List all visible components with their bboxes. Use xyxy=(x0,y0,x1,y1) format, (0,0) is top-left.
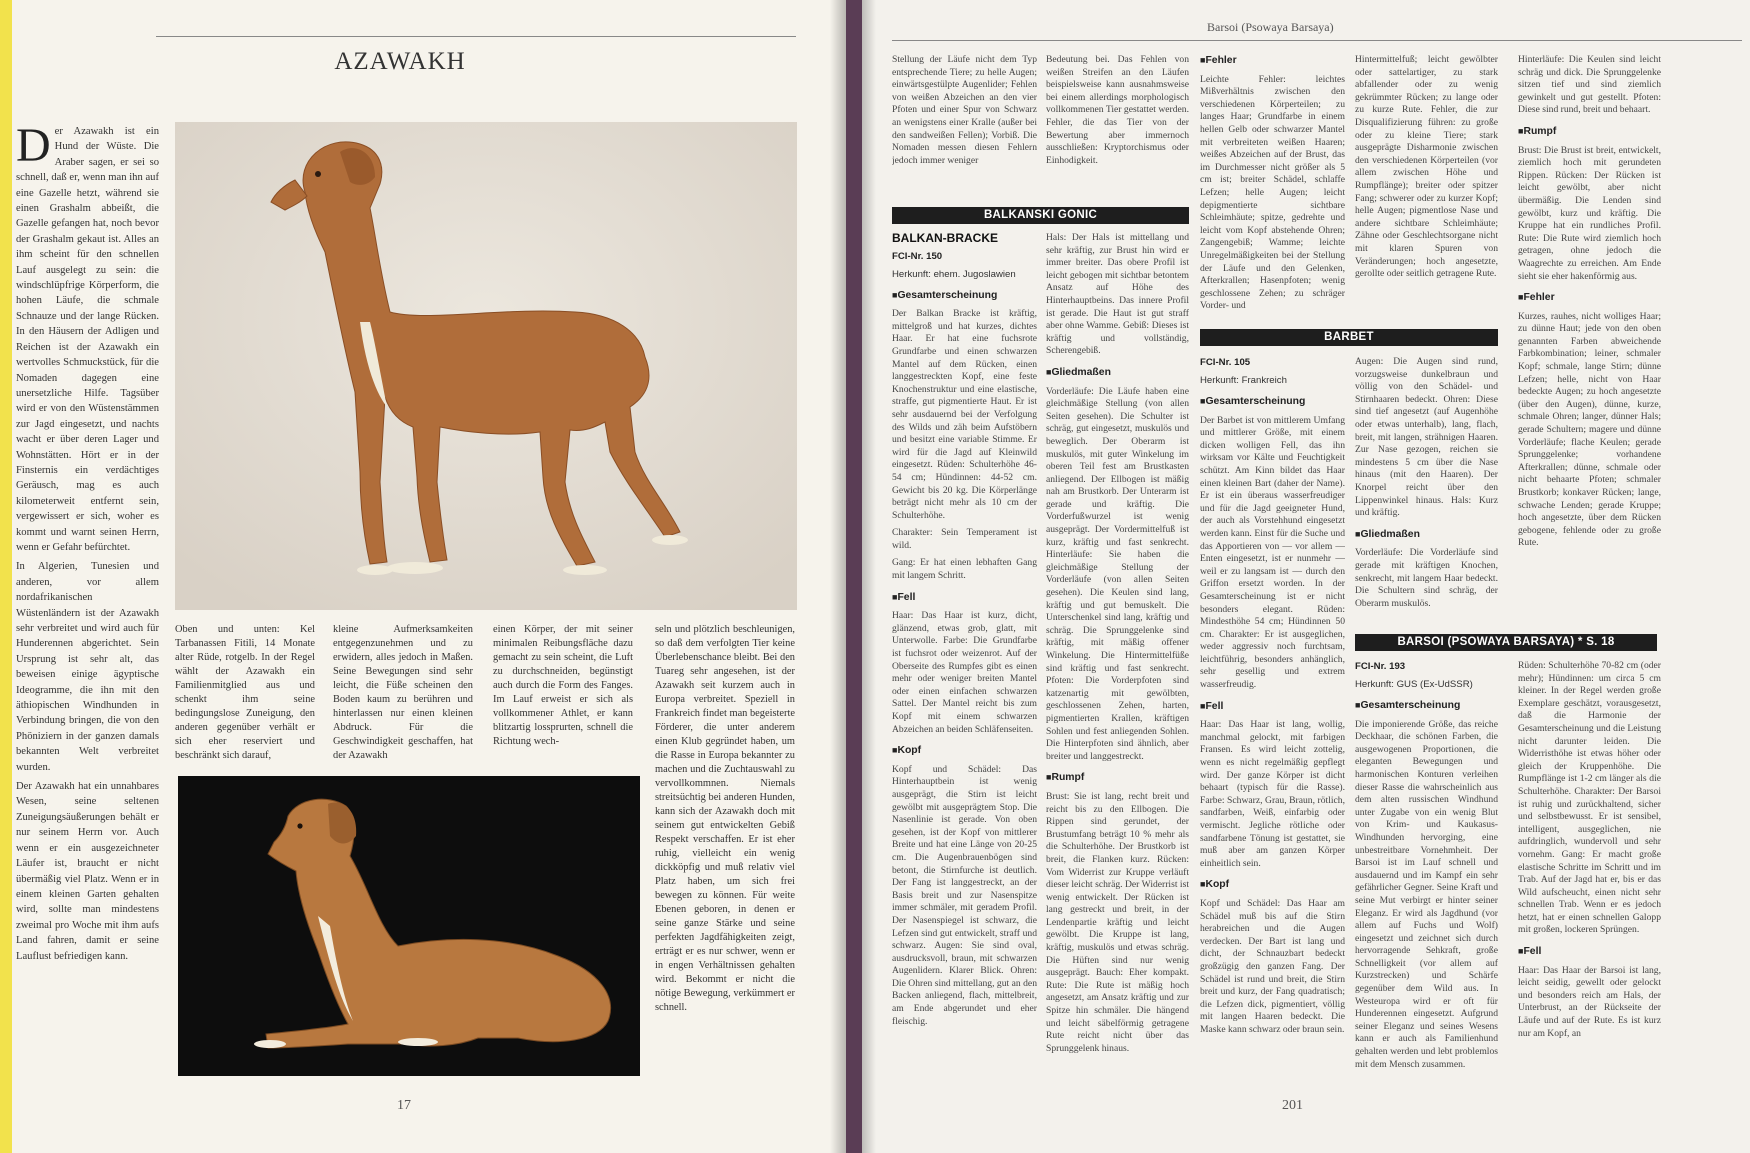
column-4-top: Hintermittelfuß; leicht gewölbter oder sattelartiger, zu stark abfallender oder zu wenig gekrümmter Rücken; zu lange oder zu kurze Rute. Fehler, die zur Disqualifizierung führen: zu große oder zu kleine Tiere; stark ausgeprägte Disharmonie zwischen den verschiedenen Körperteilen (vor allem zwischen Höhe und Rumpflänge); breiter oder spitzer Fang; schwerer oder zu kurzer Kopf; helle Augen; pigmentlose Nase und andere sichtbare Schleimhäute; Zähne oder Geschlechtsorgane nicht mit klaren Spuren von Veränderungen; hoch angesetzte, gerollte oder seitlich getragene Rute. xyxy=(1355,54,1498,280)
section-heading: ■ Rumpf xyxy=(1518,125,1661,139)
caption-column-2: kleine Aufmerksamkeiten entgegenzunehmen und zu erwidern, alles jedoch in Maßen. Seine Bewegungen sind sehr leicht, die Füße scheinen den Boden kaum zu berühren und hinterlassen nur einen kleinen Abdruck. Für die Geschwindigkeit geschaffen, hat der Azawakh xyxy=(333,624,473,761)
section-heading: ■ Gesamterscheinung xyxy=(1355,699,1498,713)
dog-standing-photo xyxy=(175,122,797,610)
barbet-coat: Haar: Das Haar ist lang, wollig, manchmal gelockt, mit farbigen Fransen. Es wird leicht zottelig, wenn es nicht regelmäßig gepflegt wird. Der ganze Körper ist dicht behaart (typisch für die Rasse). Farbe: Schwarz, Grau, Braun, rötlich, sandfarben, Weiß, einfarbig oder vermischt. Jegliche rötliche oder sandfarbene Tönung ist gestattet, sie muß aber am ganzen Körper einheitlich sein. xyxy=(1200,719,1345,869)
barsoi-overview: Die imponierende Größe, das reiche Deckhaar, die schönen Farben, die ausgewogenen Proportionen, die eleganten Bewegungen und harmonischen Konturen verleihen dieser Rasse die wahrscheinlich aus dem alten russischen Windhund unter Zugabe von ein wenig Blut von Krim- und Kaukasus-Windhunden hervorging, eine unbestreitbare Vornehmheit. Der Barsoi ist im Lauf schnell und ausdauernd und im Kampf ein sehr gefährlicher Gegner. Seine Kraft und seine Mut verbirgt er hinter seiner Eleganz. Er wird als Jagdhund (vor allem auf Fuchs und Wolf) eingesetzt und zeichnet sich durch hervorragende Sehkraft, große Schnelligkeit (vor allem auf Kurzstrecken) und Schärfe gegenüber dem Wild aus. In Westeuropa wird er oft für Hunderennen eingesetzt. Aufgrund seiner Eleganz und seines Wesens kann er auch als Familienhund gehalten werden und lebt problemlos mit dem Mensch zusammen. xyxy=(1355,718,1498,1070)
barbet-head: Kopf und Schädel: Das Haar am Schädel muß bis auf die Stirn herabreichen und die Augen verdecken. Der Bart ist lang und dicht, der Schnauzbart bedeckt großzügig den ganzen Fang. Der Schädel ist rund und breit, die Stirn breit und kurz, der Fang quadratisch; die Lefzen dick, pigmentiert, völlig mit langen Haaren bedeckt. Die Maske kann schwarz oder braun sein. xyxy=(1200,897,1345,1035)
barbet-column-right xyxy=(1355,356,1498,626)
barsoi-column-left xyxy=(1355,660,1498,1092)
balkan-column-left xyxy=(892,232,1037,1092)
section-heading: ■ Fehler xyxy=(1200,54,1345,68)
balkan-faults: Leichte Fehler: leichtes Mißverhältnis zwischen den verschiedenen Körperteilen; zu langes Haar; Grundfarbe in einem hellen Gelb oder schwarzer Mantel mit verbreiteten weißen Haaren; weißes Abzeichen auf der Brust, das im Durchmesser nicht größer als 5 cm ist; breiter Schädel, schlaffe Lefzen; helle Augen; leicht depigmentierte sichtbare Schleimhäute; spitze, gedrehte und leicht vom Kopf abstehende Ohren; Zangengebiß; Wamme; leichte Unregelmäßigkeiten bei der Stellung der Läufe und den Gelenken, Afterkrallen; Hasenpfoten; wenig geschlossene Zehen; zu schräger Vorder- und xyxy=(1200,73,1345,312)
gutter-shadow xyxy=(830,0,846,1153)
azawakh-lying-illustration xyxy=(178,776,640,1076)
barbet-column-left xyxy=(1200,356,1345,1092)
barsoi-column-right xyxy=(1518,660,1661,1092)
section-heading: ■ Gesamterscheinung xyxy=(1200,395,1345,409)
barsoi-body: Brust: Die Brust ist breit, entwickelt, ziemlich hoch mit gerundeten Rippen. Rücken: Der Rücken ist leicht gewölbt, aber nicht übermäßig. Die Lenden sind gewölbt, kurz und kräftig. Die Kruppe hat ein rundliches Profil. Rute: Die Rute wird ziemlich hoch getragen, ohne jedoch die Waagrechte zu erreichen. Am Ende sieht sie eher hakenförmig aus. xyxy=(1518,144,1661,282)
barsoi-hind-legs: Hinterläufe: Die Keulen sind leicht schräg und dick. Die Sprunggelenke sitzen tief und sind ziemlich gewinkelt und gut gestellt. Pfoten: Diese sind rund, breit und behaart. xyxy=(1518,54,1661,116)
caption-column-3: einen Körper, der mit seiner minimalen Reibungsfläche dazu gemacht zu sein scheint, die Luft zu durchschneiden, begünstigt auch durch die Form des Fanges. Im Lauf erweist er sich als vollkommener Athlet, er kann blitzartig lossprurten, schnell die Richtung wech- xyxy=(493,624,633,747)
breed-name: BALKAN-BRACKE xyxy=(892,232,998,245)
section-heading: ■ Kopf xyxy=(1200,878,1345,892)
section-heading: ■ Fell xyxy=(1518,945,1661,959)
balkan-overview: Der Balkan Bracke ist kräftig, mittelgroß und hat kurzes, dichtes Haar. Er hat eine fuchsrote Grundfarbe und einen schwarzen Mantel auf dem Rücken, einen langgestreckten Kopf, eine feste Knochenstruktur und eine elastische, straffe, gut pigmentierte Haut. Er ist sehr ausdauernd bei der Verfolgung des Wilds und zäh beim Aufstöbern und besitzt eine variable Stimme. Er wird für die Jagd auf Kleinwild eingesetzt. Rüden: Schulterhöhe 46-54 cm; Hündinnen: 44-52 cm. Gewicht bis 20 kg. Die Körperlänge beträgt nicht mehr als 10 cm der Schulterhöhe. xyxy=(892,308,1037,521)
caption-column-1: Oben und unten: Kel Tarbanassen Fitili, 14 Monate alter Rüde, rotgelb. In der Regel wählt der Azawakh ein Familienmitglied aus und schenkt ihm seine bedingungslose Zuneigung, den anderen gegenüber verhält er sich eher reserviert und beschränkt sich darauf, xyxy=(175,624,315,761)
right-page xyxy=(862,0,1750,1153)
balkan-limbs: Vorderläufe: Die Läufe haben eine gleichmäßige Stellung (von allen Seiten gesehen). Die Schulter ist schräg, gut eingesetzt, muskulös und beweglich. Der Oberarm ist muskulös, mit guter Winkelung im oberen Teil fest am Brustkasten anliegend. Der Ellbogen ist mäßig nah am Brustkorb. Der Unterarm ist gerade und kräftig. Die Vorderfußwurzel ist wenig ausgeprägt. Der Vordermittelfuß ist kurz, kräftig und fast senkrecht. Hinterläufe: Sie haben die gleichmäßige Stellung der Vorderläufe (von allen Seiten gesehen). Die Keulen sind lang, kräftig und gut bemuskelt. Die Unterschenkel sind lang, kräftig und schräg. Die Sprunggelenke sind kräftig, mit mäßig offener Winkelung. Die Hintermittelfüße sind kräftig und fast senkrecht. Pfoten: Die Vorderpfoten sind katzenartig mit gewölbten, geschlossenen Zehen, harten, pigmentierten Krallen, kräftigen Sohlen und fest anliegenden Sohlen. Die Hinterpfoten sind ähnlich, aber breiter und langgestreckt. xyxy=(1046,385,1189,762)
book-spine xyxy=(846,0,862,1153)
section-heading: ■ Fehler xyxy=(1518,291,1661,305)
fci-number: FCI-Nr. 193 xyxy=(1355,661,1406,672)
section-heading: ■ Gliedmaßen xyxy=(1355,528,1498,542)
column-1-top: Stellung der Läufe nicht dem Typ entsprechende Tiere; zu helle Augen; einwärtsgestülpte Augenlider; Fehlen von weißen Abzeichen an den vier Pfoten und einer Spur von Schwarz an wenigstens einer Kralle (außer bei den sandweißen Fellen); Vorbiß. Die Nomaden messen diesen Fehlern jedoch immer weniger xyxy=(892,54,1037,166)
column-2-top: Bedeutung bei. Das Fehlen von weißen Streifen an den Läufen beispielsweise kann ausnahmsweise bei einem allerdings morphologisch vollkommenen Tier gestattet werden. Fehler, die das Tier von der Bewertung aber immernoch ausschließen: Kryptorchismus oder Einhodigkeit. xyxy=(1046,54,1189,166)
barsoi-size-character: Rüden: Schulterhöhe 70-82 cm (oder mehr); Hündinnen: um circa 5 cm kleiner. In der Regel werden große Exemplare geschätzt, vorausgesetzt, daß die Harmonie der Gesamterscheinung und die Leistung nicht darunter leiden. Die Widerristhöhe ist etwas höher oder gleich der Kruppenhöhe. Die Rumpflänge ist 1-2 cm länger als die Schulterhöhe. Charakter: Der Barsoi ist ruhig und zurückhaltend, sicher und selbstbewusst. Er ist sensibel, intelligent, ausgeglichen, nie aufdringlich, wundervoll und sehr vornehm. Gang: Er macht große elastische Schritte im Schritt und im Trab. Auf der Jagd hat er, bis er das Wild aufscheucht, einen nicht sehr schnellen Trab. Wenn er es jedoch hetzt, hat er einen schnellen Galopp mit großen, lockeren Sprüngen. xyxy=(1518,660,1661,936)
section-bar-balkanski-gonic: BALKANSKI GONIC xyxy=(892,207,1189,224)
fci-number: FCI-Nr. 150 xyxy=(892,250,943,262)
intro-column xyxy=(16,124,159,1100)
header-rule xyxy=(156,36,796,37)
barbet-eyes: Augen: Die Augen sind rund, vorzugsweise dunkelbraun und völlig von den Schädel- und Stirnhaaren bedeckt. Ohren: Diese sind tief angesetzt (auf Augenhöhe oder etwas unterhalb), lang, flach, breit, mit langen, strähnigen Haaren. Zur Nase gezogen, reichen sie mindestens 5 cm über die Nase hinaus (mit den Haaren). Der Knorpel reicht über den Lippenwinkel hinaus. Hals: Kurz und kräftig. xyxy=(1355,356,1498,519)
section-bar-barsoi: BARSOI (PSOWAYA BARSAYA) * S. 18 xyxy=(1355,634,1657,651)
dog-lying-photo xyxy=(178,776,640,1076)
section-heading: ■ Fell xyxy=(892,591,1037,605)
section-heading: ■ Kopf xyxy=(892,744,1037,758)
balkan-coat: Haar: Das Haar ist kurz, dicht, glänzend, etwas grob, glatt, mit Unterwolle. Farbe: Die Grundfarbe ist fuchsrot oder weizenrot. Auf der Oberseite des Rumpfes gibt es einen mehr oder weniger breiten Mantel oder einen einfachen schwarzen Sattel. Der Mantel reicht bis zum Kopf mit einem schwarzen Abzeichen an beiden Schläfenseiten. xyxy=(892,610,1037,735)
intro-paragraph-3: Der Azawakh hat ein unnahbares Wesen, seine seltenen Zuneigungsäußerungen behält er nur seinem Herrn vor. Auch wenn er ein ausgezeichneter Läufer ist, braucht er nicht übermäßig viel Platz. Wenn er in einem kleinen Garten gehalten wird, sollte man mindestens zweimal pro Woche mit ihm aufs Land fahren, damit er seine Lauflust befriedigen kann. xyxy=(16,781,159,962)
balkan-gait: Gang: Er hat einen lebhaften Gang mit langem Schritt. xyxy=(892,557,1037,582)
section-heading: ■ Gesamterscheinung xyxy=(892,289,1037,303)
section-heading: ■ Fell xyxy=(1200,700,1345,714)
section-bar-barbet: BARBET xyxy=(1200,329,1498,346)
balkan-neck: Hals: Der Hals ist mittellang und sehr kräftig, zur Brust hin wird er immer breiter. Das obere Profil ist leicht gebogen mit sichtbar betontem Ansatz auf Höhe des Hinterhauptbeins. Das innere Profil ist gerade. Die Haut ist gut straff aber ohne Wamme. Gebiß: Dieses ist kräftig und vollständig, Scherengebiß. xyxy=(1046,232,1189,357)
balkan-head: Kopf und Schädel: Das Hinterhauptbein ist wenig ausgeprägt, die Stirn ist leicht gewölbt mit ausgeprägtem Stop. Die Nasenlinie ist gerade. Von oben gesehen, ist der Kopf von mittlerer Breite und hat eine Länge von 20-25 cm. Die Augenbrauenbögen sind betont, die Stirnfurche ist deutlich. Der Fang ist langgestreckt, an der Basis breit und zur Nasenspitze immer schmäler, mit geradem Profil. Der Nasenspiegel ist schwarz, die Lefzen sind gut entwickelt, straff und schwarz. Augen: Sie sind oval, ausdrucksvoll, braun, mit schwarzen Augenlidern. Klarer Blick. Ohren: Die Ohren sind mittellang, gut an den Backen anliegend, flach, mittelbreit, am Ende abgerundet und eher fleischig. xyxy=(892,763,1037,1027)
gutter-shadow-right xyxy=(862,0,876,1153)
fci-number: FCI-Nr. 105 xyxy=(1200,357,1251,368)
barsoi-column-5 xyxy=(1518,54,1661,626)
balkan-faults-column xyxy=(1200,54,1345,322)
intro-paragraph-2: In Algerien, Tunesien und anderen, vor allem nordafrikanischen Wüstenländern ist der Azawakh sehr verbreitet und wird auch für Hunderennen abgerichtet. Sein Ursprung ist sehr alt, das beweisen einige ägyptische Ideogramme, die ihn mit den äthiopischen Windhunden in Verbindung bringen, die von den Phöniziern in der ganzen damals bekannten Welt verbreitet wurden. xyxy=(16,561,159,773)
origin: Herkunft: Frankreich xyxy=(1200,375,1287,386)
page-edge-highlight xyxy=(0,0,12,1153)
page-number-right: 201 xyxy=(1282,1098,1303,1113)
origin: Herkunft: GUS (Ex-UdSSR) xyxy=(1355,679,1473,690)
barsoi-coat: Haar: Das Haar der Barsoi ist lang, leicht seidig, gewellt oder gelockt und besonders reich am Hals, der Unterbrust, an der Rückseite der Läufe und auf der Rute. Es ist kurz nur am Kopf, an xyxy=(1518,964,1661,1039)
left-page xyxy=(0,0,846,1153)
barbet-limbs: Vorderläufe: Die Vorderläufe sind gerade mit kräftigen Knochen, senkrecht, mit langem Haar bedeckt. Die Schultern sind schräg, der Oberarm muskulös. xyxy=(1355,547,1498,609)
page-number: 17 xyxy=(397,1098,411,1113)
page-title: AZAWAKH xyxy=(334,48,466,75)
azawakh-standing-illustration xyxy=(175,122,797,610)
balkan-character: Charakter: Sein Temperament ist wild. xyxy=(892,527,1037,551)
section-heading: ■ Gliedmaßen xyxy=(1046,366,1189,380)
balkan-column-right xyxy=(1046,232,1189,1092)
caption-column-4: seln und plötzlich beschleunigen, so daß dem verfolgten Tier keine Überlebenschance bleibt. Bei den Tuareg sehr angesehen, ist der Azawakh seit kurzem auch in Europa verbreitet. Speziell in Frankreich findet man begeisterte Förderer, die unter anderem einen Klub gegründet haben, um die Rasse in Europa bekannter zu machen und die Zuchtauswahl zu vervollkommnen. Niemals streitsüchtig bei anderen Hunden, kann sich der Azawakh doch mit seinem gut entwickelten Gebiß Respekt verschaffen. Er ist eher ruhig, vielleicht ein wenig dickköpfig und muß relativ viel Platz haben, um sich frei bewegen zu können. Für weite Ebenen geboren, in denen er seine ganze Stärke und seine perfekten Jagdfähigkeiten zeigt, erträgt er es nur schwer, wenn er in engen Verhältnissen gehalten wird. Bekommt er nicht die nötige Bewegung, verkümmert er schnell. xyxy=(655,624,795,1013)
drop-cap: D xyxy=(16,124,51,172)
header-rule-right xyxy=(892,40,1742,41)
barsoi-faults: Kurzes, rauhes, nicht wolliges Haar; zu dünne Haut; jede von den oben genannten Farben abweichende Farbkombination; leiner, schmaler Kopf; schmale, lange Stirn; dünne Lefzen; helle, nicht von Haar bedeckte Augen; zu hoch angesetzte (über den Augen), dünne, kurze, schmale Ohren; langer, dünner Hals; gerade Schultern; magere und dünne Vorderläufe; flache Keulen; gerade Sprunggelenke; vorhandene Afterkrallen; dünne, schmale oder nicht behaarte Pfoten; schmaler Brustkorb; konkaver Rücken; lange, schwache Lenden; gerade Kruppe; hoch angesetzte, über dem Rücken gebogene, fehlende oder zu große Rute. xyxy=(1518,310,1661,549)
running-head: Barsoi (Psowaya Barsaya) xyxy=(1207,20,1334,34)
barbet-overview: Der Barbet ist von mittlerem Umfang und mittlerer Größe, mit einem dicken wolligen Fell, das ihn wirksam vor Kälte und Feuchtigkeit schützt. Am Kinn bildet das Haar einen kleinen Bart (daher der Name). Er ist ein überaus wasserfreudiger und für die Jagd geeigneter Hund, der auch als Vorstehhund eingesetzt werden kann. Einst für die Suche und das Apportieren von — vor allem — Enten eingesetzt, ist er nunmehr — weil er zu langsam ist — durch den Griffon ersetzt worden. In der Gesamterscheinung ist er nicht besonders elegant. Rüden: Mindesthöhe 54 cm; Hündinnen 50 cm. Charakter: Er ist ausgeglichen, weder aggressiv noch furchtsam, leichtführig, besonders anhänglich, sehr gesellig und extrem wasserfreudig. xyxy=(1200,414,1345,691)
balkan-body: Brust: Sie ist lang, recht breit und reicht bis zu den Ellbogen. Die Rippen sind gerundet, der Brustumfang beträgt 10 % mehr als die Schulterhöhe. Der Brustkorb ist breit, die Flanken kurz. Rücken: Vom Widerrist zur Kruppe verläuft dieser leicht schräg. Der Widerrist ist wenig entwickelt. Der Rücken ist lang gestreckt und breit, in der Lendenpartie kräftig und leicht gewölbt. Die Kruppe ist lang, kräftig, muskulös und etwas schräg. Die Hüften sind nur wenig ausgeprägt. Bauch: Eher kompakt. Rute: Die Rute ist mäßig hoch angesetzt, am Ansatz kräftig und zur Spitze hin schmäler. Die hängend und leicht säbelförmig getragene Rute reicht nicht über das Sprunggelenk hinaus. xyxy=(1046,790,1189,1054)
intro-paragraph-1: er Azawakh ist ein Hund der Wüste. Die Araber sagen, er sei so schnell, daß er, wenn man ihn auf eine Gazelle hetzt, während sie einen Grashalm abbeißt, die Gazelle gefangen hat, noch bevor der Grashalm gekaut ist. Alles an ihm scheint für den schnellen Lauf ausgelegt zu sein: die windschlüpfrige Körperform, die hohen Läufe, die schmale Schnauze und der lange Rücken. In den Häusern der Adligen und Reichen ist der Azawakh ein wertvolles Schmuckstück, für die Nomaden dagegen eine unersetzliche Hilfe. Tagsüber wird er von den Wüstenstämmen zur Jagd eingesetzt, und nachts wacht er über deren Lager und Wohnstätten. Hört er in der Finsternis ein verdächtiges Geräusch, mag es auch kilometerweit entfernt sein, vergewissert er sich, woher es kommt und warnt seinen Herrn, wenn er Gefahr befürchtet. xyxy=(16,126,159,553)
origin: Herkunft: ehem. Jugoslawien xyxy=(892,268,1016,280)
section-heading: ■ Rumpf xyxy=(1046,771,1189,785)
